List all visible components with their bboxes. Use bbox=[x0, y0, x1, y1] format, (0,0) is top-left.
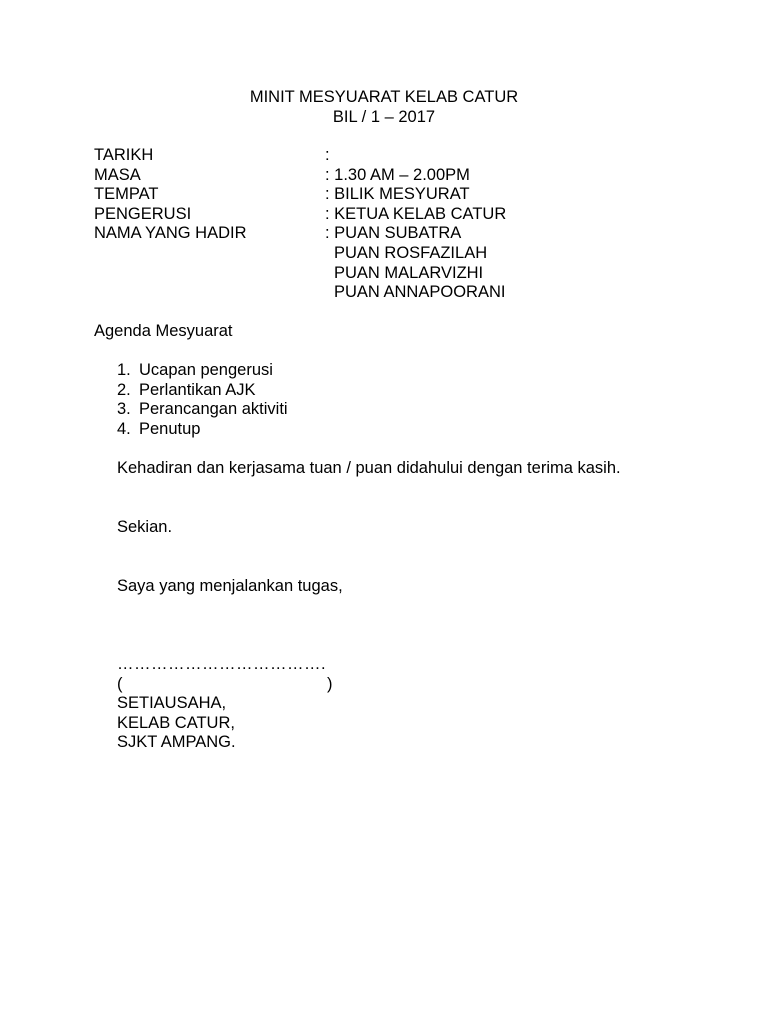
detail-label: PENGERUSI bbox=[94, 204, 192, 223]
detail-label: TARIKH bbox=[94, 146, 154, 164]
attendee-name: PUAN ROSFAZILAH bbox=[334, 243, 488, 262]
agenda-item-text: Perancangan aktiviti bbox=[139, 400, 288, 419]
document-title: MINIT MESYUARAT KELAB CATUR bbox=[249, 88, 519, 106]
detail-value: : KETUA KELAB CATUR bbox=[325, 204, 507, 223]
sekian-text: Sekian. bbox=[117, 518, 173, 536]
agenda-item-number: 2. bbox=[117, 380, 131, 399]
detail-value: : PUAN SUBATRA bbox=[325, 224, 462, 243]
agenda-heading: Agenda Mesyuarat bbox=[94, 322, 233, 340]
detail-label: MASA bbox=[94, 165, 141, 184]
detail-label: NAMA YANG HADIR bbox=[94, 224, 247, 243]
meeting-number: BIL / 1 – 2017 bbox=[332, 108, 436, 126]
close-parenthesis: ) bbox=[327, 675, 333, 693]
agenda-item-text: Perlantikan AJK bbox=[139, 380, 256, 399]
detail-value: : BILIK MESYURAT bbox=[325, 185, 470, 204]
signoff-text: Saya yang menjalankan tugas, bbox=[117, 577, 343, 595]
signature-school: SJKT AMPANG. bbox=[117, 733, 236, 752]
detail-value: : bbox=[325, 146, 330, 164]
agenda-item-number: 1. bbox=[117, 361, 131, 379]
signature-line: ………………………………. bbox=[117, 655, 327, 673]
signature-club: KELAB CATUR, bbox=[117, 713, 235, 732]
open-parenthesis: ( bbox=[117, 675, 123, 693]
detail-label: TEMPAT bbox=[94, 185, 159, 204]
agenda-item-text: Ucapan pengerusi bbox=[139, 361, 273, 379]
closing-paragraph: Kehadiran dan kerjasama tuan / puan didahului dengan terima kasih. bbox=[117, 459, 621, 477]
name-placeholder bbox=[117, 675, 337, 695]
agenda-item-number: 4. bbox=[117, 419, 131, 438]
detail-value: : 1.30 AM – 2.00PM bbox=[325, 165, 470, 184]
agenda-item-text: Penutup bbox=[139, 419, 201, 438]
attendee-name: PUAN MALARVIZHI bbox=[334, 263, 484, 282]
attendee-name: PUAN ANNAPOORANI bbox=[334, 283, 506, 302]
agenda-item-number: 3. bbox=[117, 400, 131, 419]
signature-title: SETIAUSAHA, bbox=[117, 694, 227, 712]
signature-block bbox=[117, 694, 236, 753]
